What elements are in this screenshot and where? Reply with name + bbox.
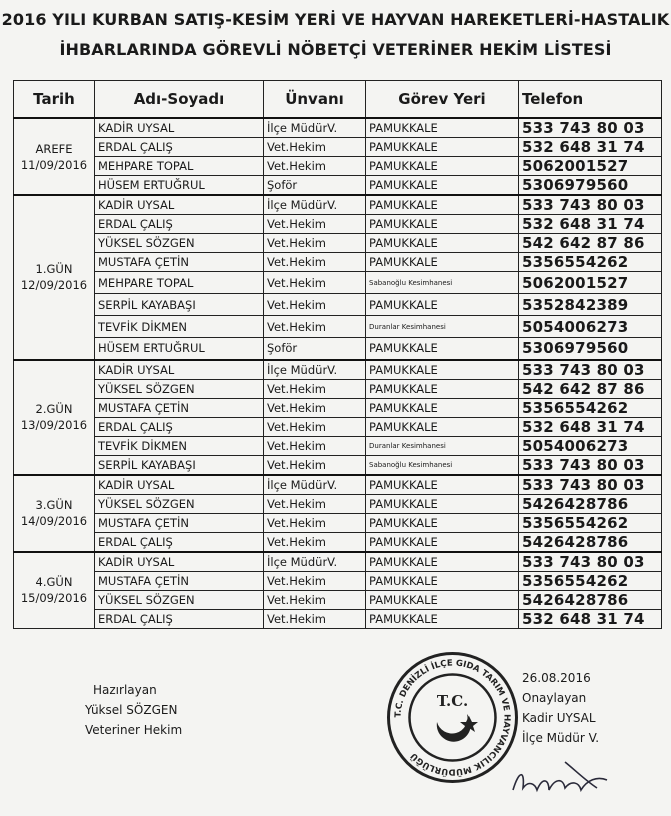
name-cell: MEHPARE TOPAL	[95, 157, 264, 176]
approved-name: Kadir UYSAL	[522, 711, 596, 725]
table-row	[14, 417, 662, 436]
place-cell: PAMUKKALE	[366, 360, 519, 380]
name-cell: HÜSEM ERTUĞRUL	[95, 176, 264, 196]
title-cell: İlçe MüdürV.	[264, 195, 366, 215]
document-title-line1: 2016 YILI KURBAN SATIŞ-KESİM YERİ VE HAYVAN HAREKETLERİ-HASTALIK	[1, 10, 670, 29]
title-cell: Vet.Hekim	[264, 294, 366, 316]
title-cell: Şoför	[264, 338, 366, 360]
day-label: 4.GÜN	[35, 575, 73, 589]
place-cell: PAMUKKALE	[366, 338, 519, 360]
table-row	[14, 316, 662, 338]
seal-center-text: T.C.	[436, 692, 469, 710]
name-cell: TEVFİK DİKMEN	[95, 436, 264, 455]
name-cell: YÜKSEL SÖZGEN	[95, 590, 264, 609]
name-cell: KADİR UYSAL	[95, 118, 264, 138]
title-cell: Vet.Hekim	[264, 157, 366, 176]
prepared-role: Veteriner Hekim	[85, 723, 183, 737]
prepared-name: Yüksel SÖZGEN	[85, 703, 178, 717]
title-cell: İlçe MüdürV.	[264, 475, 366, 495]
prepared-label: Hazırlayan	[93, 683, 157, 697]
place-cell: PAMUKKALE	[366, 590, 519, 609]
header-title: Ünvanı	[264, 81, 366, 119]
place-cell: PAMUKKALE	[366, 494, 519, 513]
name-cell: MUSTAFA ÇETİN	[95, 253, 264, 272]
phone-cell: 542 642 87 86	[519, 234, 662, 253]
title-cell: Vet.Hekim	[264, 379, 366, 398]
place-cell: PAMUKKALE	[366, 398, 519, 417]
roster-body	[14, 118, 662, 628]
table-row	[14, 552, 662, 572]
phone-cell: 5062001527	[519, 157, 662, 176]
table-row	[14, 379, 662, 398]
table-row	[14, 138, 662, 157]
name-cell: TEVFİK DİKMEN	[95, 316, 264, 338]
phone-cell: 532 648 31 74	[519, 215, 662, 234]
phone-cell: 533 743 80 03	[519, 360, 662, 380]
approval-date: 26.08.2016	[522, 671, 591, 685]
table-row	[14, 455, 662, 475]
day-date: 14/09/2016	[20, 514, 88, 528]
table-row	[14, 609, 662, 628]
phone-cell: 5426428786	[519, 494, 662, 513]
title-cell: Vet.Hekim	[264, 513, 366, 532]
title-cell: Vet.Hekim	[264, 609, 366, 628]
day-label: AREFE	[35, 141, 73, 156]
date-cell	[14, 195, 95, 360]
phone-cell: 532 648 31 74	[519, 417, 662, 436]
name-cell: YÜKSEL SÖZGEN	[95, 494, 264, 513]
table-row	[14, 360, 662, 380]
title-cell: İlçe MüdürV.	[264, 360, 366, 380]
phone-cell: 533 743 80 03	[519, 195, 662, 215]
place-cell: PAMUKKALE	[366, 552, 519, 572]
title-cell: Vet.Hekim	[264, 455, 366, 475]
title-cell: Şoför	[264, 176, 366, 196]
phone-cell: 532 648 31 74	[519, 138, 662, 157]
name-cell: ERDAL ÇALIŞ	[95, 215, 264, 234]
approved-label: Onaylayan	[522, 691, 587, 705]
name-cell: YÜKSEL SÖZGEN	[95, 379, 264, 398]
title-cell: İlçe MüdürV.	[264, 552, 366, 572]
phone-cell: 5054006273	[519, 316, 662, 338]
phone-cell: 533 743 80 03	[519, 455, 662, 475]
table-row	[14, 118, 662, 138]
phone-cell: 5426428786	[519, 590, 662, 609]
phone-cell: 542 642 87 86	[519, 379, 662, 398]
header-place: Görev Yeri	[366, 81, 519, 119]
name-cell: KADİR UYSAL	[95, 195, 264, 215]
header-phone: Telefon	[519, 81, 662, 119]
title-cell: Vet.Hekim	[264, 253, 366, 272]
seal-ring-text: T.C. DENİZLİ İLÇE GIDA TARIM VE HAYVANCILIK MÜDÜRLÜĞÜ	[393, 658, 512, 777]
place-cell: PAMUKKALE	[366, 294, 519, 316]
handwritten-signature	[505, 750, 615, 810]
day-date: 15/09/2016	[20, 591, 88, 605]
phone-cell: 5306979560	[519, 338, 662, 360]
title-cell: Vet.Hekim	[264, 590, 366, 609]
place-cell: PAMUKKALE	[366, 118, 519, 138]
table-row	[14, 571, 662, 590]
table-row	[14, 494, 662, 513]
title-cell: Vet.Hekim	[264, 436, 366, 455]
name-cell: MUSTAFA ÇETİN	[95, 398, 264, 417]
table-row	[14, 398, 662, 417]
name-cell: ERDAL ÇALIŞ	[95, 417, 264, 436]
duty-roster-table	[13, 80, 662, 629]
name-cell: ERDAL ÇALIŞ	[95, 609, 264, 628]
place-cell: Duranlar Kesimhanesi	[366, 436, 519, 455]
title-cell: Vet.Hekim	[264, 571, 366, 590]
phone-cell: 5054006273	[519, 436, 662, 455]
table-row	[14, 253, 662, 272]
phone-cell: 5356554262	[519, 571, 662, 590]
table-row	[14, 590, 662, 609]
title-cell: Vet.Hekim	[264, 215, 366, 234]
table-row	[14, 195, 662, 215]
title-cell: Vet.Hekim	[264, 272, 366, 294]
place-cell: PAMUKKALE	[366, 513, 519, 532]
phone-cell: 5356554262	[519, 253, 662, 272]
name-cell: KADİR UYSAL	[95, 360, 264, 380]
day-label: 2.GÜN	[35, 402, 73, 416]
name-cell: SERPİL KAYABAŞI	[95, 455, 264, 475]
place-cell: Duranlar Kesimhanesi	[366, 316, 519, 338]
place-cell: PAMUKKALE	[366, 215, 519, 234]
header-name: Adı-Soyadı	[95, 81, 264, 119]
name-cell: ERDAL ÇALIŞ	[95, 532, 264, 552]
phone-cell: 533 743 80 03	[519, 475, 662, 495]
place-cell: PAMUKKALE	[366, 157, 519, 176]
name-cell: KADİR UYSAL	[95, 552, 264, 572]
title-cell: Vet.Hekim	[264, 532, 366, 552]
official-seal	[385, 650, 520, 785]
date-cell	[14, 118, 95, 195]
phone-cell: 533 743 80 03	[519, 118, 662, 138]
name-cell: SERPİL KAYABAŞI	[95, 294, 264, 316]
name-cell: MEHPARE TOPAL	[95, 272, 264, 294]
name-cell: MUSTAFA ÇETİN	[95, 513, 264, 532]
table-row	[14, 338, 662, 360]
phone-cell: 5356554262	[519, 398, 662, 417]
place-cell: PAMUKKALE	[366, 176, 519, 196]
title-cell: Vet.Hekim	[264, 234, 366, 253]
phone-cell: 5356554262	[519, 513, 662, 532]
table-row	[14, 513, 662, 532]
place-cell: PAMUKKALE	[366, 234, 519, 253]
place-cell: PAMUKKALE	[366, 379, 519, 398]
day-date: 11/09/2016	[20, 157, 88, 172]
title-cell: İlçe MüdürV.	[264, 118, 366, 138]
table-row	[14, 157, 662, 176]
approved-by-block	[522, 668, 599, 748]
place-cell: PAMUKKALE	[366, 532, 519, 552]
phone-cell: 5352842389	[519, 294, 662, 316]
approved-role: İlçe Müdür V.	[522, 731, 600, 745]
place-cell: Sabanoğlu Kesimhanesi	[366, 272, 519, 294]
phone-cell: 5062001527	[519, 272, 662, 294]
place-cell: PAMUKKALE	[366, 253, 519, 272]
place-cell: PAMUKKALE	[366, 571, 519, 590]
phone-cell: 5426428786	[519, 532, 662, 552]
date-cell	[14, 360, 95, 475]
table-row	[14, 475, 662, 495]
document-title-line2: İHBARLARINDA GÖREVLİ NÖBETÇİ VETERİNER HEKİM LİSTESİ	[59, 40, 612, 59]
title-cell: Vet.Hekim	[264, 494, 366, 513]
day-label: 3.GÜN	[35, 498, 73, 512]
prepared-by-block	[85, 680, 182, 740]
place-cell: PAMUKKALE	[366, 195, 519, 215]
phone-cell: 532 648 31 74	[519, 609, 662, 628]
place-cell: PAMUKKALE	[366, 475, 519, 495]
phone-cell: 533 743 80 03	[519, 552, 662, 572]
phone-cell: 5306979560	[519, 176, 662, 196]
day-label: 1.GÜN	[35, 262, 73, 277]
date-cell	[14, 552, 95, 629]
table-row	[14, 272, 662, 294]
day-date: 13/09/2016	[20, 418, 88, 432]
name-cell: ERDAL ÇALIŞ	[95, 138, 264, 157]
place-cell: Sabanoğlu Kesimhanesi	[366, 455, 519, 475]
place-cell: PAMUKKALE	[366, 417, 519, 436]
header-date: Tarih	[14, 81, 95, 119]
title-cell: Vet.Hekim	[264, 417, 366, 436]
table-row	[14, 234, 662, 253]
name-cell: MUSTAFA ÇETİN	[95, 571, 264, 590]
table-row	[14, 294, 662, 316]
table-row	[14, 176, 662, 196]
title-cell: Vet.Hekim	[264, 316, 366, 338]
table-row	[14, 532, 662, 552]
place-cell: PAMUKKALE	[366, 609, 519, 628]
table-row	[14, 436, 662, 455]
place-cell: PAMUKKALE	[366, 138, 519, 157]
title-cell: Vet.Hekim	[264, 398, 366, 417]
name-cell: HÜSEM ERTUĞRUL	[95, 338, 264, 360]
day-date: 12/09/2016	[20, 278, 88, 293]
date-cell	[14, 475, 95, 552]
table-row	[14, 215, 662, 234]
title-cell: Vet.Hekim	[264, 138, 366, 157]
name-cell: YÜKSEL SÖZGEN	[95, 234, 264, 253]
name-cell: KADİR UYSAL	[95, 475, 264, 495]
